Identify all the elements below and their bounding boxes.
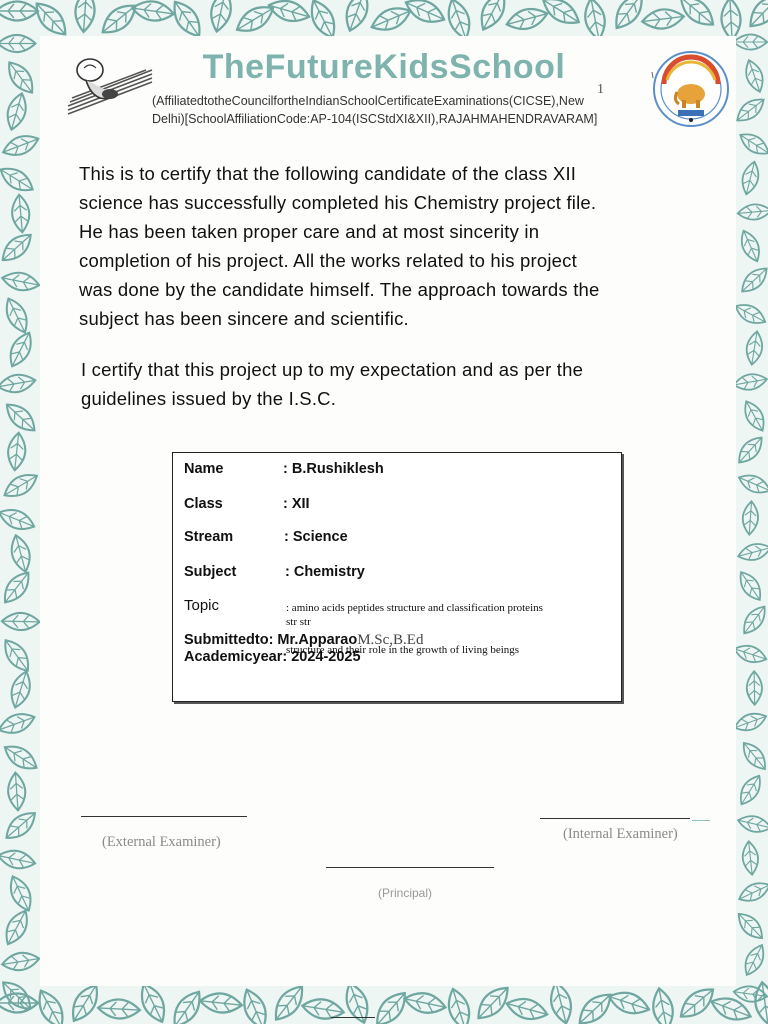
external-examiner-signature-line: [81, 816, 247, 817]
subject-label: Subject: [184, 564, 237, 580]
leaf-icon: [0, 608, 42, 636]
page-number: 1: [597, 82, 604, 97]
topic-line-1: : amino acids peptides structure and classification proteins: [286, 602, 543, 614]
accent-dash: [692, 820, 710, 821]
bottom-rule: [331, 1017, 375, 1018]
paragraph-line: He has been taken proper care and at most sincerity in: [79, 221, 540, 242]
topic-label: Topic: [184, 597, 220, 614]
affiliation-line-1: (AffiliatedtotheCouncilfortheIndianSchoolCertificateExaminations(CICSE),New: [152, 94, 584, 108]
internal-examiner-label: (Internal Examiner): [563, 826, 678, 842]
leaf-icon: [737, 499, 764, 537]
class-label: Class: [184, 496, 223, 512]
class-value: : XII: [283, 496, 310, 512]
principal-label: (Principal): [378, 886, 433, 900]
paragraph-line: This is to certify that the following candidate of the class XII: [79, 163, 577, 184]
stream-label: Stream: [184, 529, 234, 545]
name-label: Name: [184, 461, 224, 477]
submitted-to-qualifications: M.Sc,B.Ed: [357, 632, 424, 648]
affiliation-line-2: Delhi)[SchoolAffiliationCode:AP-104(ISCStdXI&XII),RAJAHMAHENDRAVARAM]: [152, 112, 598, 126]
affiliation-text: [152, 92, 622, 128]
paragraph-line: subject has been sincere and scientific.: [79, 308, 409, 329]
paragraph-line: science has successfully completed his Chemistry project file.: [79, 192, 597, 213]
leaf-icon: [731, 980, 768, 1009]
paragraph-line: completion of his project. All the works related to his project: [79, 250, 577, 271]
subject-value: : Chemistry: [285, 564, 365, 580]
leaf-icon: [740, 328, 768, 368]
leaf-icon: [735, 198, 768, 225]
stream-value: : Science: [284, 529, 348, 545]
external-examiner-label: (External Examiner): [102, 834, 221, 850]
certificate-paragraph-2: [81, 355, 701, 413]
submitted-to: [184, 632, 423, 649]
leaf-icon: [737, 838, 765, 877]
submitted-to-label: Submittedto: Mr.Apparao: [184, 632, 358, 648]
paragraph-line: was done by the candidate himself. The approach towards the: [79, 279, 600, 300]
leaf-icon: [742, 669, 767, 706]
internal-examiner-signature-line: [540, 818, 690, 819]
paragraph-line: guidelines issued by the I.S.C.: [81, 388, 337, 409]
certificate-paragraph-1: [79, 159, 699, 333]
academic-year: Academicyear: 2024-2025: [184, 649, 361, 665]
topic-line-3: structure and their role in the growth of living beings: [286, 644, 520, 656]
paragraph-line: I certify that this project up to my expectation and as per the: [81, 359, 584, 380]
name-value: : B.Rushiklesh: [283, 461, 384, 477]
school-name-title: TheFutureKidsSchool: [202, 48, 566, 86]
topic-line-2: str str: [286, 616, 311, 628]
principal-signature-line: [326, 867, 494, 868]
candidate-details-box: [172, 452, 622, 702]
